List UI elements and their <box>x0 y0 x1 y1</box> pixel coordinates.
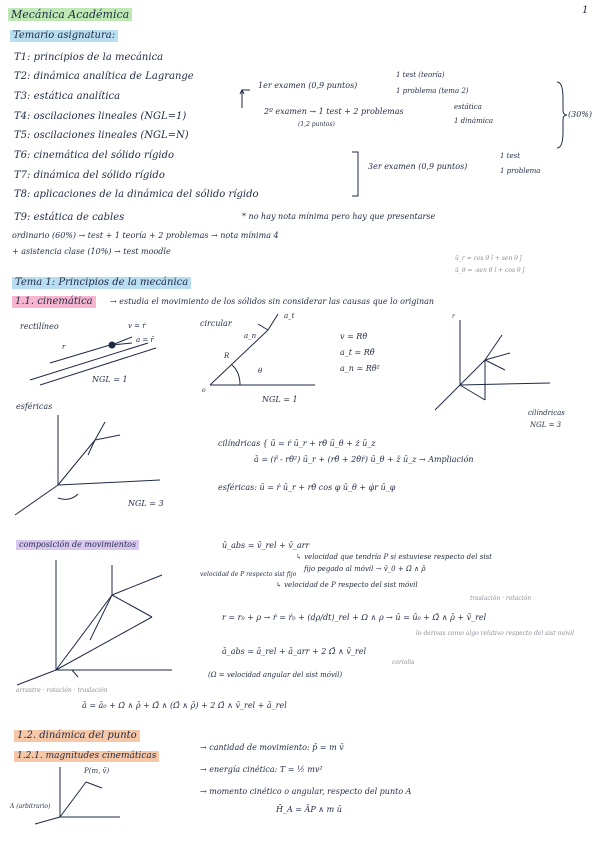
circ-an: a_n <box>244 332 257 340</box>
traslacion-note: traslación · rotación <box>470 595 532 602</box>
a-full-eq: ā = ā₀ + Ω̇ ∧ ρ̄ + Ω̄ ∧ (Ω̄ ∧ ρ̄) + 2 Ω̄ ∧ v̄_rel + ā_rel <box>82 701 287 710</box>
section-1-1: 1.1. cinemática <box>12 296 96 308</box>
section-1-1-desc: → estudia el movimiento de los sólidos sin considerar las causas que lo originan <box>110 297 435 306</box>
weight-brace-icon <box>555 80 569 150</box>
rectilinear-diagram <box>20 322 160 385</box>
angular-momentum-label: → momento cinético o angular, respecto del punto A <box>200 787 412 796</box>
exam3-label: 3er examen (0,9 puntos) <box>368 162 468 171</box>
circ-ngl: NGL = 1 <box>262 395 298 404</box>
cyl-z: r <box>452 313 455 320</box>
rectilineo-label: rectilíneo <box>20 322 59 331</box>
kinetic-energy-eq: → energía cinética: T = ½ mv² <box>200 765 323 774</box>
cyl-accel-eq: ā = (r̈ - rθ̇²) ū_r + (rθ̈ + 2θ̇ṙ) ū_θ + z̈ ū_z → Ampliación <box>254 455 474 464</box>
circ-an-eq: a_n = Rθ̇² <box>340 364 380 373</box>
min-grade-note: * no hay nota mínima pero hay que presentarse <box>242 212 436 221</box>
circ-r: R <box>224 352 230 360</box>
derivas-note: lo derivas como algo relativo respecto del sist móvil <box>416 630 575 637</box>
exam2-label: 2º examen → 1 test + 2 problemas <box>264 107 404 116</box>
a-arbitrary-label: A (arbitrario) <box>10 803 51 810</box>
cyl-label: cilíndricas <box>528 409 565 417</box>
topic-5: T5: oscilaciones lineales (NGL=N) <box>14 130 189 141</box>
section-1-2: 1.2. dinámica del punto <box>14 730 140 742</box>
cyl-ngl: NGL = 3 <box>530 421 562 429</box>
exam3-part-1: 1 test <box>500 152 521 160</box>
side-formula-1: ū_r = cos θ î + sen θ ĵ <box>455 255 522 262</box>
topic-1: T1: principios de la mecánica <box>14 52 164 63</box>
coriolis-note: coriolis <box>392 659 415 666</box>
attendance-note: + asistencia clase (10%) → test moodle <box>12 247 171 256</box>
topic-7: T7: dinámica del sólido rígido <box>14 170 165 181</box>
rect-ngl: NGL = 1 <box>92 375 128 384</box>
topic-2: T2: dinámica analítica de Lagrange <box>14 71 194 82</box>
angular-momentum-eq: H̄_A = ĀP ∧ m ū <box>276 805 342 814</box>
circ-at: a_t <box>284 312 295 320</box>
circular-diagram <box>200 310 320 390</box>
exam3-brace-icon <box>350 150 362 200</box>
cyl-velocity-eq: cilíndricas { ū = ṙ ū_r + rθ̇ ū_θ + ż ū_z <box>218 439 376 448</box>
dynamics-axes-diagram <box>30 762 130 824</box>
composition-diagram <box>12 555 182 685</box>
esf-ngl: NGL = 3 <box>128 499 164 508</box>
topic-6: T6: cinemática del sólido rígido <box>14 150 174 161</box>
page-title: Mecánica Académica <box>8 8 132 21</box>
syllabus-heading: Temario asignatura: <box>10 30 118 42</box>
topic-4: T4: oscilaciones lineales (NGL=1) <box>14 111 187 122</box>
v-arr-desc-2: fijo pegado al móvil → v̄_0 + Ω̄ ∧ ρ̄ <box>304 565 426 573</box>
section-1-2-1: 1.2.1. magnitudes cinemáticas <box>14 751 159 762</box>
exam1-part-2: 1 problema (tema 2) <box>396 87 469 95</box>
topic-9: T9: estática de cables <box>14 212 125 223</box>
exam2-part-2: 1 dinámica <box>454 117 494 125</box>
side-formula-2: ū_θ = -sen θ î + cos θ ĵ <box>455 267 525 274</box>
weight-label: (30%) <box>568 110 593 119</box>
composition-heading: composición de movimientos <box>16 540 139 550</box>
exam2-sub: (1,2 puntos) <box>298 121 335 128</box>
rect-accel: a = r̈ <box>136 336 154 344</box>
v-rel-desc: ↳ velocidad de P respecto del sist móvil <box>276 581 418 589</box>
esf-velocity-eq: esféricas: ū = ṙ ū_r + rθ̇ cos φ ū_θ + φ̇r ū_φ <box>218 483 396 492</box>
exam1-label: 1er examen (0,9 puntos) <box>258 81 358 90</box>
v-abs-eq: ū_abs = v̄_rel + v̄_arr <box>222 541 310 550</box>
position-eq: r = r₀ + ρ → ṙ = ṙ₀ + (dρ/dt)_rel + Ω ∧ ρ → ū = ū₀ + Ω̄ ∧ ρ̄ + v̄_rel <box>222 613 487 622</box>
esfericas-label: esféricas <box>16 402 53 411</box>
circ-v-eq: v = Rθ̇ <box>340 332 368 341</box>
v-arr-desc-1: ↳ velocidad que tendría P si estuviese respecto del sist <box>296 553 492 561</box>
exam3-part-2: 1 problema <box>500 167 541 175</box>
point-label: P(m, v̄) <box>84 767 110 775</box>
topic-3: T3: estática analítica <box>14 91 121 102</box>
exam1-part-1: 1 test (teoría) <box>396 71 445 79</box>
momentum-eq: → cantidad de movimiento: p̄ = m v̄ <box>200 743 344 752</box>
exam2-part-1: estática <box>454 103 482 111</box>
page-number: 1 <box>582 5 589 16</box>
ordinary-note: ordinario (60%) → test + 1 teoría + 2 problemas → nota mínima 4 <box>12 231 279 240</box>
rect-r: r <box>62 343 66 351</box>
circ-origin: o <box>202 387 206 394</box>
topic-8: T8: aplicaciones de la dinámica del sólido rígido <box>14 189 259 200</box>
circular-label: circular <box>200 319 232 328</box>
tema1-heading: Tema 1: Principios de la mecánica <box>12 277 191 289</box>
circ-theta: θ <box>258 367 263 375</box>
v-rel-desc-0: velocidad de P respecto sist fijo <box>200 571 297 578</box>
arrastre-note: arrastre · rotación · traslación <box>16 687 108 694</box>
circ-at-eq: a_t = Rθ̈ <box>340 348 375 357</box>
a-abs-eq: ā_abs = ā_rel + ā_arr + 2 Ω̄ ∧ v̄_rel <box>222 647 367 656</box>
rect-velocity: v = ṙ <box>128 322 146 330</box>
omega-def: (Ω = velocidad angular del sist móvil) <box>208 671 343 679</box>
